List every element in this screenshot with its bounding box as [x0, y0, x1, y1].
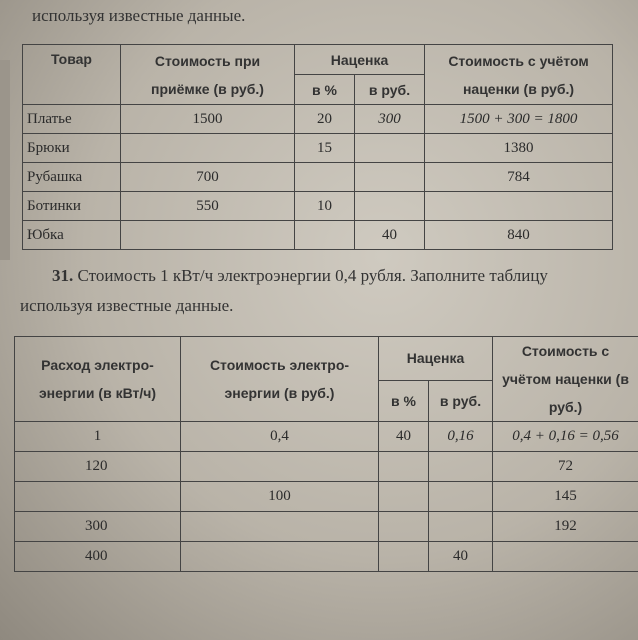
- cell-pct: [379, 512, 429, 542]
- table-row: [15, 512, 638, 542]
- task-31-line-1: [52, 266, 548, 286]
- table-row: [23, 163, 613, 192]
- cell-product: Брюки: [23, 134, 121, 163]
- header-total: Стоимость с учётом наценки (в руб.): [493, 337, 638, 422]
- header-usage: Расход электро- энергии (в кВт/ч): [15, 337, 181, 422]
- cell-cost: [181, 542, 379, 572]
- table-row: [15, 452, 638, 482]
- cell-product: Рубашка: [23, 163, 121, 192]
- cell-total: 1500 + 300 = 1800: [425, 105, 613, 134]
- markup-table-electricity: [14, 336, 638, 572]
- cell-total: [425, 192, 613, 221]
- cell-rub: [429, 452, 493, 482]
- cell-cost: [181, 452, 379, 482]
- cell-usage: 400: [15, 542, 181, 572]
- cell-usage: [15, 482, 181, 512]
- header-total: Стоимость с учётом наценки (в руб.): [425, 45, 613, 105]
- table-row: [15, 422, 638, 452]
- cell-total: 72: [493, 452, 638, 482]
- cell-cost: 100: [181, 482, 379, 512]
- header-markup: Наценка: [295, 45, 425, 75]
- table-row: [23, 221, 613, 250]
- cell-usage: 1: [15, 422, 181, 452]
- cell-product: Юбка: [23, 221, 121, 250]
- cell-cost: 550: [121, 192, 295, 221]
- cell-rub: [429, 512, 493, 542]
- markup-table-goods: [22, 44, 613, 250]
- cell-rub: 300: [355, 105, 425, 134]
- table-row: [23, 105, 613, 134]
- cell-total: 145: [493, 482, 638, 512]
- cell-rub: 0,16: [429, 422, 493, 452]
- cell-product: Платье: [23, 105, 121, 134]
- cell-rub: [355, 163, 425, 192]
- cell-usage: 300: [15, 512, 181, 542]
- cell-pct: [379, 482, 429, 512]
- cell-total: 840: [425, 221, 613, 250]
- page-edge-shadow: [0, 60, 10, 260]
- task-31-line-2: используя известные данные.: [20, 296, 234, 315]
- cell-pct: 10: [295, 192, 355, 221]
- cell-total: 784: [425, 163, 613, 192]
- cell-pct: 15: [295, 134, 355, 163]
- cell-cost: 1500: [121, 105, 295, 134]
- cell-pct: 20: [295, 105, 355, 134]
- table-row: [23, 192, 613, 221]
- cell-cost: 0,4: [181, 422, 379, 452]
- header-product: Товар: [23, 45, 121, 105]
- cell-rub: 40: [429, 542, 493, 572]
- cell-rub: [429, 482, 493, 512]
- header-cost: Стоимость при приёмке (в руб.): [121, 45, 295, 105]
- header-markup-rub: в руб.: [429, 380, 493, 421]
- header-markup-rub: в руб.: [355, 75, 425, 105]
- cell-cost: [121, 134, 295, 163]
- cell-total: [493, 542, 638, 572]
- task-text: Стоимость 1 кВт/ч электроэнергии 0,4 рубля. Заполните таблицу: [77, 266, 548, 285]
- cell-total: 192: [493, 512, 638, 542]
- cell-pct: [379, 452, 429, 482]
- table-row: [15, 542, 638, 572]
- cell-cost: 700: [121, 163, 295, 192]
- cell-total: 1380: [425, 134, 613, 163]
- cell-pct: [295, 163, 355, 192]
- header-markup-pct: в %: [295, 75, 355, 105]
- cell-total: 0,4 + 0,16 = 0,56: [493, 422, 638, 452]
- cell-usage: 120: [15, 452, 181, 482]
- top-text: используя известные данные.: [32, 6, 246, 25]
- cell-rub: 40: [355, 221, 425, 250]
- header-markup: Наценка: [379, 337, 493, 381]
- table-row: [23, 134, 613, 163]
- table-row: [15, 482, 638, 512]
- cell-product: Ботинки: [23, 192, 121, 221]
- cell-rub: [355, 192, 425, 221]
- cell-cost: [181, 512, 379, 542]
- cell-pct: 40: [379, 422, 429, 452]
- cell-rub: [355, 134, 425, 163]
- task-number: 31.: [52, 266, 74, 285]
- cell-pct: [379, 542, 429, 572]
- header-cost: Стоимость электро- энергии (в руб.): [181, 337, 379, 422]
- header-markup-pct: в %: [379, 380, 429, 421]
- cell-pct: [295, 221, 355, 250]
- cell-cost: [121, 221, 295, 250]
